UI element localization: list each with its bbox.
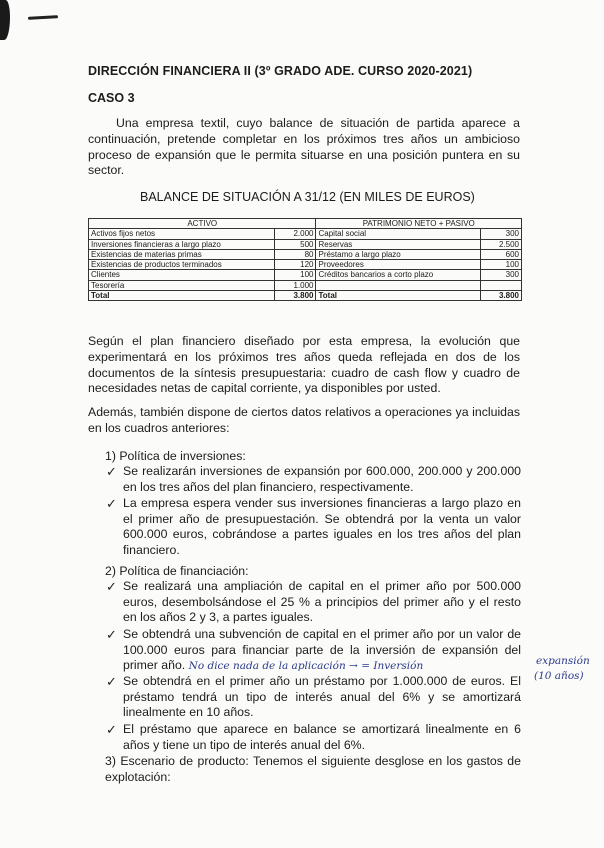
bullet-ampliacion-capital <box>106 579 521 626</box>
pasivo-value: 300 <box>481 229 522 239</box>
bullet-text: Se realizarán inversiones de expansión por 600.000, 200.000 y 200.000 en los tres años del plan financiero, respectivamente. <box>123 464 521 494</box>
bullet-inversiones-expansion <box>106 464 521 495</box>
bullet-text: La empresa espera vender sus inversiones financieras a largo plazo en el primer año de presupuestación. Se obtendrá por la venta un valor 600.000 euros, cobrándose a partes iguales en los tres años del plan financiero. <box>123 496 521 557</box>
balance-row <box>89 239 522 249</box>
balance-row <box>89 249 522 259</box>
activo-value: 120 <box>275 260 316 270</box>
pasivo-header: PATRIMONIO NETO + PASIVO <box>316 219 522 229</box>
total-label-activo: Total <box>89 291 275 301</box>
activo-value: 100 <box>275 270 316 280</box>
check-mark-icon: ✓ <box>106 675 117 690</box>
activo-value: 500 <box>275 239 316 249</box>
balance-row <box>89 280 522 290</box>
activo-label: Existencias de materias primas <box>89 249 275 259</box>
activo-value: 1.000 <box>275 280 316 290</box>
activo-label: Existencias de productos terminados <box>89 260 275 270</box>
total-label-pasivo: Total <box>316 291 481 301</box>
balance-total-row <box>89 291 522 301</box>
check-mark-icon: ✓ <box>106 628 117 643</box>
section-financiacion: 2) Política de financiación: <box>105 564 249 578</box>
pasivo-label: Créditos bancarios a corto plazo <box>316 270 481 280</box>
scan-blot <box>0 0 10 40</box>
pasivo-value: 600 <box>481 249 522 259</box>
pasivo-value: 100 <box>481 260 522 270</box>
bullet-prestamo-nuevo <box>106 674 521 721</box>
handwritten-note-expansion: expansión <box>536 655 590 667</box>
balance-row <box>89 270 522 280</box>
pasivo-value: 2.500 <box>481 239 522 249</box>
bullet-subvencion <box>106 627 521 675</box>
case-title <box>88 91 135 105</box>
bullet-text: El préstamo que aparece en balance se amortizará linealmente en 6 años y tiene un tipo de interés anual del 6%. <box>123 722 521 752</box>
pasivo-value <box>481 280 522 290</box>
pasivo-value: 300 <box>481 270 522 280</box>
case-title-text: CASO 3 <box>88 91 135 105</box>
pasivo-label: Proveedores <box>316 260 481 270</box>
activo-value: 2.000 <box>275 229 316 239</box>
check-mark-icon: ✓ <box>106 497 117 512</box>
pasivo-label <box>316 280 481 290</box>
activo-label: Activos fijos netos <box>89 229 275 239</box>
activo-header: ACTIVO <box>89 219 316 229</box>
document-header: DIRECCIÓN FINANCIERA II (3º GRADO ADE. CURSO 2020-2021) <box>88 64 473 78</box>
bullet-text: Se obtendrá en el primer año un préstamo por 1.000.000 de euros. El préstamo tendrá un tipo de interés anual del 6% y se amortizará linealmente en 10 años. <box>123 674 521 720</box>
activo-label: Tesorería <box>89 280 275 290</box>
paragraph-plan: Según el plan financiero diseñado por esta empresa, la evolución que experimentará en los próximos tres años queda reflejada en dos de los documentos de la síntesis presupuestaria: cuadro de cash flow y cuadro de necesidades netas de capital corriente, ya disponibles por usted. <box>88 334 520 396</box>
section-escenario-producto: 3) Escenario de producto: Tenemos el siguiente desglose en los gastos de explotación: <box>105 754 521 784</box>
balance-row <box>89 260 522 270</box>
handwritten-note-years: (10 años) <box>534 670 584 682</box>
activo-label: Inversiones financieras a largo plazo <box>89 239 275 249</box>
total-pasivo-value: 3.800 <box>481 291 522 301</box>
section-inversiones: 1) Política de inversiones: <box>105 449 246 463</box>
paragraph-datos: Además, también dispone de ciertos datos relativos a operaciones ya incluidas en los cuadros anteriores: <box>88 405 520 435</box>
balance-row <box>89 229 522 239</box>
balance-table <box>88 218 522 301</box>
pasivo-label: Capital social <box>316 229 481 239</box>
activo-value: 80 <box>275 249 316 259</box>
pen-dash <box>28 15 58 20</box>
balance-title: BALANCE DE SITUACIÓN A 31/12 (EN MILES DE EUROS) <box>140 190 475 204</box>
bullet-venta-inversiones <box>106 496 521 558</box>
pasivo-label: Reservas <box>316 239 481 249</box>
handwritten-note: No dice nada de la aplicación → = Inversión <box>188 660 424 673</box>
check-mark-icon: ✓ <box>106 465 117 480</box>
intro-paragraph: Una empresa textil, cuyo balance de situación de partida aparece a continuación, pretende completar en los próximos tres años un ambicioso proceso de expansión que le permita situarse en una posición puntera en su sector. <box>88 116 520 178</box>
check-mark-icon: ✓ <box>106 580 117 595</box>
activo-label: Clientes <box>89 270 275 280</box>
bullet-prestamo-balance <box>106 722 521 753</box>
total-activo-value: 3.800 <box>275 291 316 301</box>
check-mark-icon: ✓ <box>106 723 117 738</box>
bullet-text: Se realizará una ampliación de capital en el primer año por 500.000 euros, desembolsándose el 25 % a principios del primer año y el resto en los años 2 y 3, a partes iguales. <box>123 579 521 625</box>
pasivo-label: Préstamo a largo plazo <box>316 249 481 259</box>
bullet-text: Se obtendrá una subvención de capital en el primer año por un valor de 100.000 euros para financiar parte de la inversión de expansión del primer año. <box>123 627 521 673</box>
